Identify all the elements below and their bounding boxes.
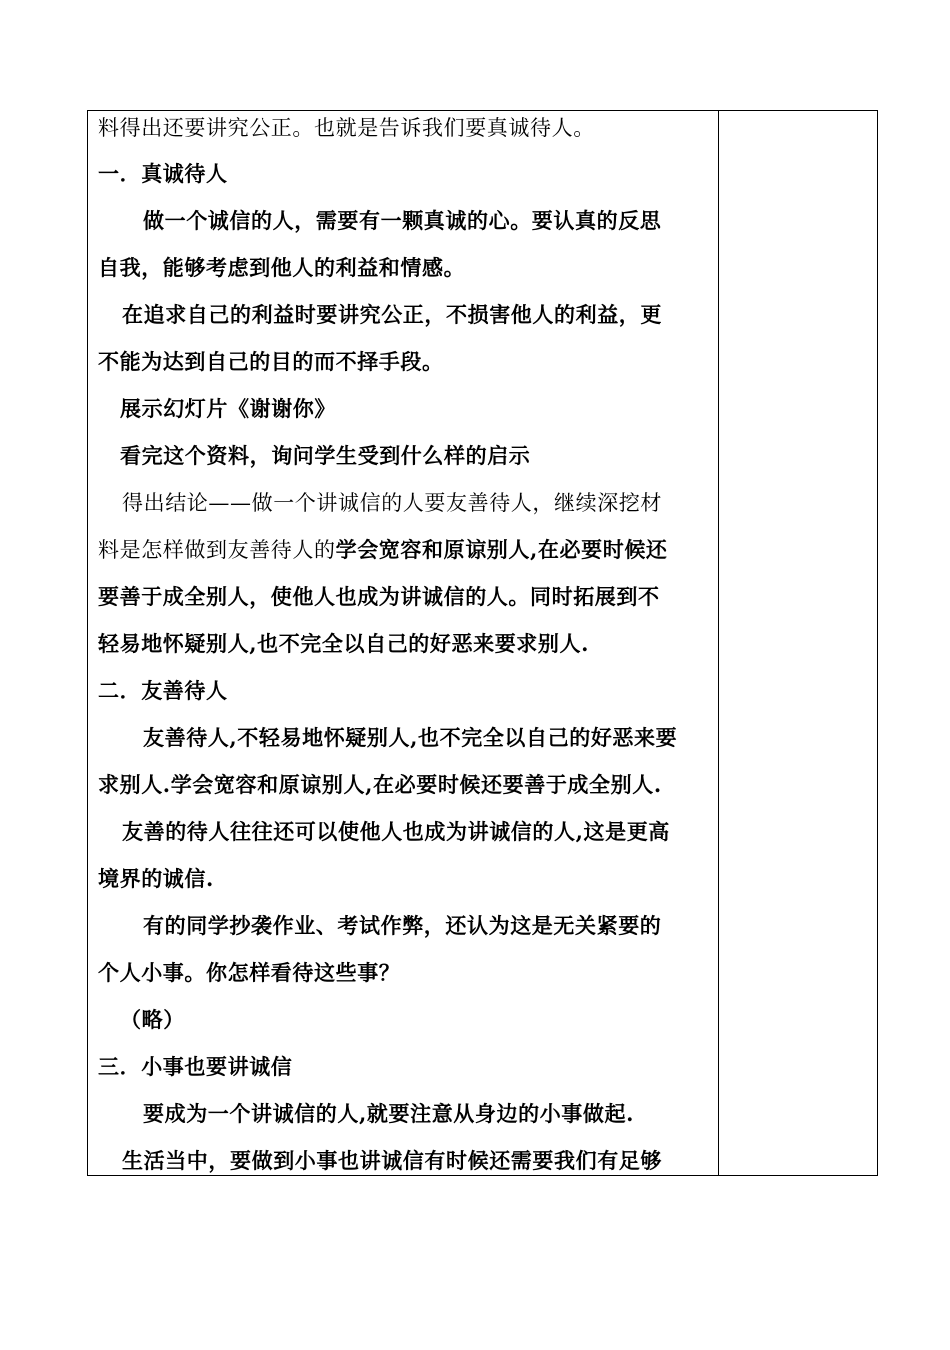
lesson-plan-table (87, 110, 878, 1176)
text-line: 有的同学抄袭作业、考试作弊，还认为这是无关紧要的 (143, 913, 662, 938)
text-line: 自我，能够考虑到他人的利益和情感。 (98, 255, 466, 280)
text-segment-bold: 学会宽容和原谅别人,在必要时候还 (335, 537, 668, 562)
notes-cell (720, 111, 877, 1175)
text-line-mixed (98, 535, 668, 565)
column-divider (718, 111, 719, 1175)
text-line: 展示幻灯片《谢谢你》 (120, 396, 336, 421)
text-line: 境界的诚信. (98, 866, 214, 891)
text-line: 不能为达到自己的目的而不择手段。 (98, 349, 444, 374)
text-line: 友善的待人往往还可以使他人也成为讲诚信的人,这是更高 (122, 819, 670, 844)
text-line: 得出结论——做一个讲诚信的人要友善待人，继续深挖材 (122, 491, 662, 515)
text-segment: 料是怎样做到友善待人的 (98, 538, 336, 562)
section-heading-2: 二．友善待人 (98, 678, 228, 703)
text-line: 要善于成全别人，使他人也成为讲诚信的人。同时拓展到不 (98, 584, 660, 609)
text-line: 做一个诚信的人，需要有一颗真诚的心。要认真的反思 (143, 208, 662, 233)
section-heading-3: 三．小事也要讲诚信 (98, 1054, 293, 1079)
text-line: 个人小事。你怎样看待这些事？ (98, 960, 401, 985)
text-line: 求别人.学会宽容和原谅别人,在必要时候还要善于成全别人. (98, 772, 662, 797)
section-heading-1: 一．真诚待人 (98, 161, 228, 186)
text-line: 要成为一个讲诚信的人,就要注意从身边的小事做起. (143, 1101, 635, 1126)
text-line: 料得出还要讲究公正。也就是告诉我们要真诚待人。 (98, 116, 595, 140)
text-line: 友善待人,不轻易地怀疑别人,也不完全以自己的好恶来要 (143, 725, 678, 750)
text-line: 在追求自己的利益时要讲究公正，不损害他人的利益，更 (122, 302, 662, 327)
text-line: 看完这个资料，询问学生受到什么样的启示 (120, 443, 531, 468)
text-line: 生活当中，要做到小事也讲诚信有时候还需要我们有足够 (122, 1148, 662, 1173)
text-line: 轻易地怀疑别人,也不完全以自己的好恶来要求别人. (98, 631, 590, 656)
text-line: （略） (120, 1007, 185, 1032)
